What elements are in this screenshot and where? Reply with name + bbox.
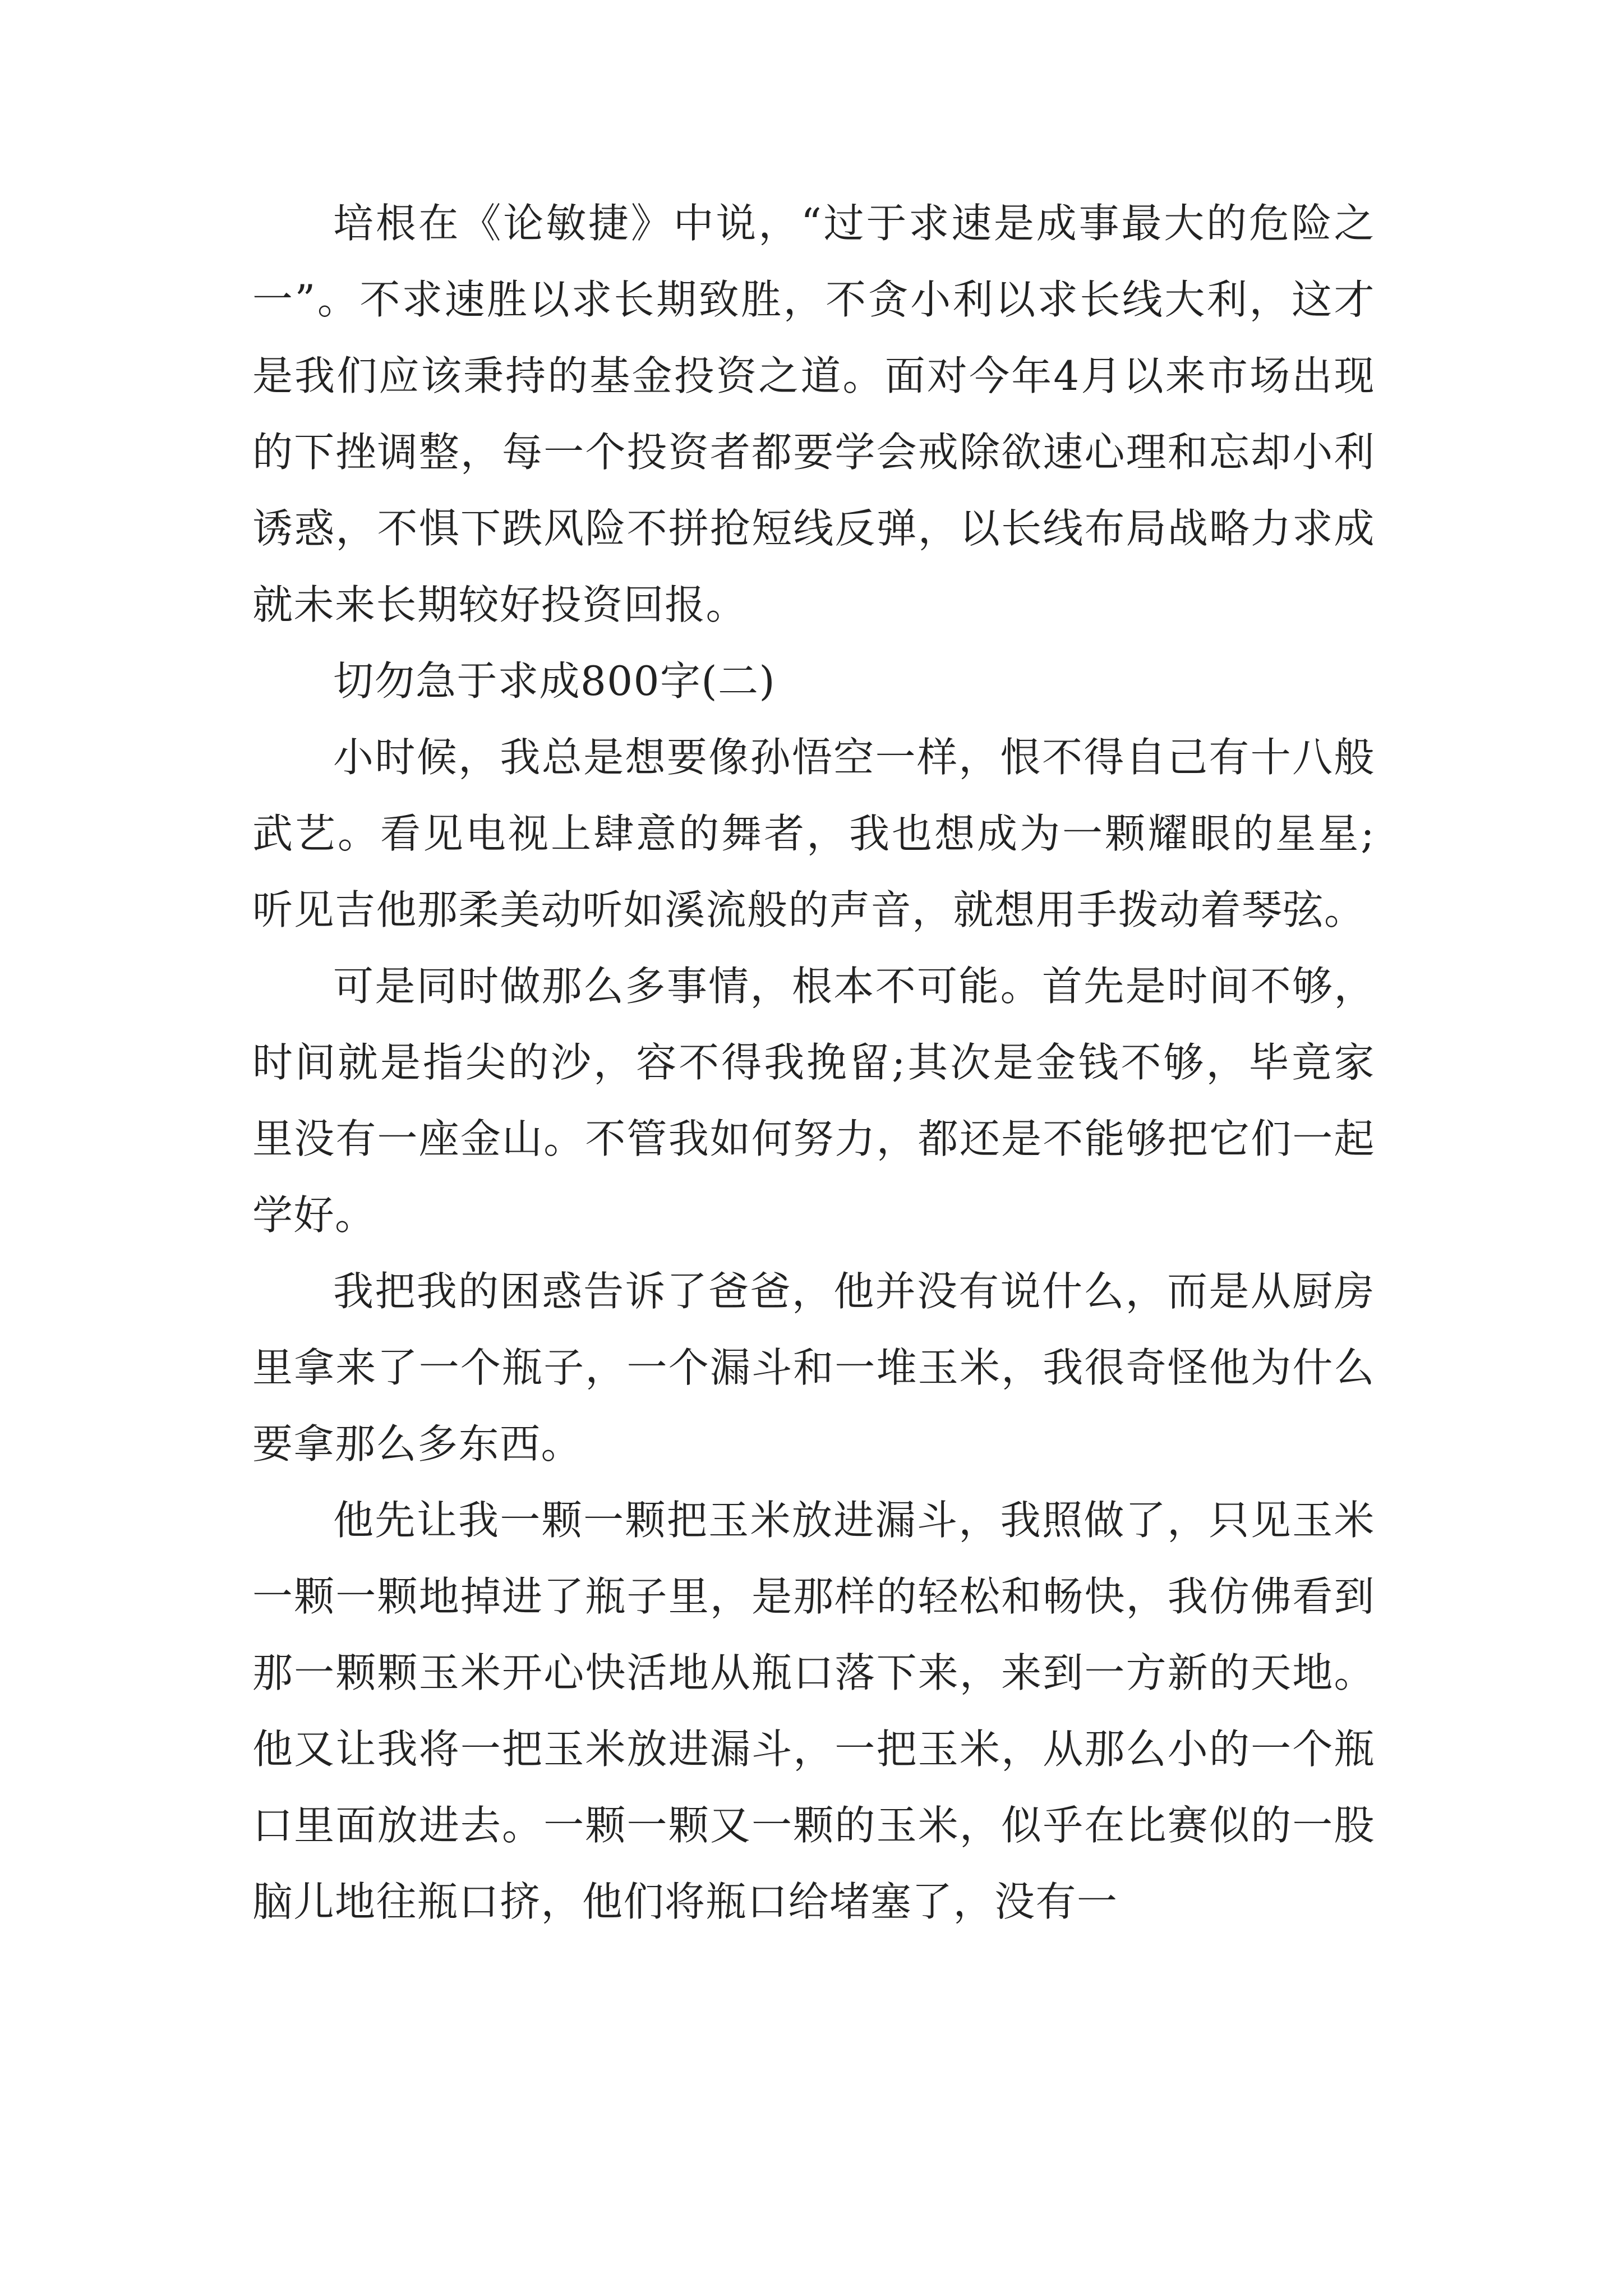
- paragraph-childhood: 小时候，我总是想要像孙悟空一样，恨不得自己有十八般武艺。看见电视上肆意的舞者，我也想成为一颗耀眼的星星;听见吉他那柔美动听如溪流般的声音，就想用手拨动着琴弦。: [252, 734, 1375, 933]
- paragraph-father: 我把我的困惑告诉了爸爸，他并没有说什么，而是从厨房里拿来了一个瓶子，一个漏斗和一堆玉米，我很奇怪他为什么要拿那么多东西。: [252, 1268, 1375, 1467]
- paragraph-impossible: 可是同时做那么多事情，根本不可能。首先是时间不够，时间就是指尖的沙，容不得我挽留;其次是金钱不够，毕竟家里没有一座金山。不管我如何努力，都还是不能够把它们一起学好。: [252, 963, 1375, 1239]
- paragraph-corn-funnel: 他先让我一颗一颗把玉米放进漏斗，我照做了，只见玉米一颗一颗地掉进了瓶子里，是那样的轻松和畅快，我仿佛看到那一颗颗玉米开心快活地从瓶口落下来，来到一方新的天地。他又让我将一把玉米放进漏斗，一把玉米，从那么小的一个瓶口里面放进去。一颗一颗又一颗的玉米，似乎在比赛似的一股脑儿地往瓶口挤，他们将瓶口给堵塞了，没有一: [252, 1497, 1375, 1925]
- body-text: [252, 185, 1375, 1940]
- section-heading: 切勿急于求成800字(二): [333, 657, 776, 705]
- paragraph-bacon-quote: 培根在《论敏捷》中说，“过于求速是成事最大的危险之一”。不求速胜以求长期致胜，不贪小利以求长线大利，这才是我们应该秉持的基金投资之道。面对今年4月以来市场出现的下挫调整，每一个投资者都要学会戒除欲速心理和忘却小利诱惑，不惧下跌风险不拼抢短线反弹，以长线布局战略力求成就未来长期较好投资回报。: [252, 200, 1375, 628]
